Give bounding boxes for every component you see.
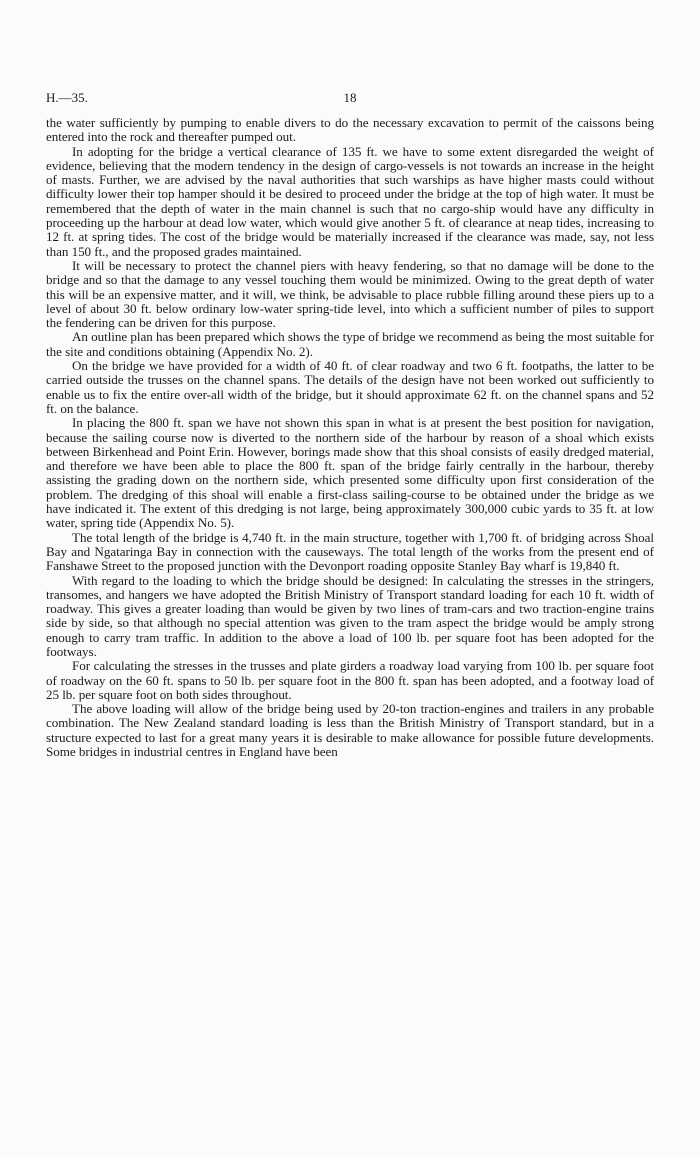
paragraph-traction-engines: The above loading will allow of the bridge being used by 20-ton traction-engines and trailers in any probable combination. The New Zealand standard loading is less than the British Ministry of Transport standard, but in a structure expected to last for a great many years it is desirable to make allowance for possible future developments. Some bridges in industrial centres in England have been [46, 701, 654, 760]
paragraph-total-length: The total length of the bridge is 4,740 ft. in the main structure, together with 1,700 ft. of bridging across Shoal Bay and Ngataringa Bay in connection with the causeways. The total length of the works from the present end of Fanshawe Street to the proposed junction with the Devonport roading opposite Stanley Bay wharf is 19,840 ft. [46, 529, 654, 574]
paragraph-truss-stresses: For calculating the stresses in the trusses and plate girders a roadway load varying from 100 lb. per square foot of roadway on the 60 ft. spans to 50 lb. per square foot in the 800 ft. span has been adopted, and a footway load of 25 lb. per square foot on both sides throughout. [46, 658, 654, 702]
page-number: 18 [343, 90, 357, 105]
document-reference: H.—35. [46, 90, 88, 105]
paragraph-roadway-width: On the bridge we have provided for a width of 40 ft. of clear roadway and two 6 ft. footpaths, the latter to be carried outside the trusses on the channel spans. The details of the design have not been worked out sufficiently to enable us to fix the entire over-all width of the bridge, but it should approximate 62 ft. on the channel spans and 52 ft. on the balance. [46, 358, 654, 416]
paragraph-span-placement: In placing the 800 ft. span we have not shown this span in what is at present the best position for navigation, because the sailing course now is diverted to the northern side of the harbour by reason of a shoal which exists between Birkenhead and Point Erin. However, borings made show that this shoal consists of easily dredged material, and therefore we have been able to place the 800 ft. span of the bridge fairly centrally in the harbour, thereby assisting the grading down on the northern side, which presented some difficulty upon first consideration of the problem. The dredging of this shoal will enable a first-class sailing-course to be obtained under the bridge as we have indicated it. The extent of this dredging is not large, being approximately 300,000 cubic yards to 35 ft. at low water, spring tide (Appendix No. 5). [46, 415, 654, 531]
paragraph-loading: With regard to the loading to which the bridge should be designed: In calculating the stresses in the stringers, transomes, and hangers we have adopted the British Ministry of Transport standard loading for each 10 ft. width of roadway. This gives a greater loading than would be given by two lines of tram-cars and two traction-engine trains side by side, so that although no special attention was given to the tram aspect the bridge would be amply strong enough to carry tram traffic. In addition to the above a load of 100 lb. per square foot has been adopted for the footways. [46, 572, 654, 659]
paragraph-vertical-clearance: In adopting for the bridge a vertical clearance of 135 ft. we have to some extent disregarded the weight of evidence, believing that the modern tendency in the design of cargo-vessels is not towards an increase in the height of masts. Further, we are advised by the naval authorities that such warships as have higher masts could without difficulty lower their top hamper should it be desired to proceed under the bridge at the top of high water. It must be remembered that the depth of water in the main channel is such that no cargo-ship would have any difficulty in proceeding up the harbour at dead low water, which would give another 5 ft. of clearance at neap tides, increasing to 12 ft. at spring tides. The cost of the bridge would be materially increased if the clearance was made, say, not less than 150 ft., and the proposed grades maintained. [46, 143, 654, 259]
paragraph-outline-plan: An outline plan has been prepared which shows the type of bridge we recommend as being the most suitable for the site and conditions obtaining (Appendix No. 2). [46, 329, 654, 359]
body-text [46, 116, 654, 759]
page-header [46, 90, 654, 110]
paragraph-fendering: It will be necessary to protect the channel piers with heavy fendering, so that no damage will be done to the bridge and so that the damage to any vessel touching them would be minimized. Owing to the great depth of water this will be an expensive matter, and it will, we think, be advisable to place rubble filling around these piers up to a level of about 30 ft. below ordinary low-water spring-tide level, into which a sufficient number of piles to support the fendering can be driven for this purpose. [46, 257, 654, 331]
paragraph-continuation: the water sufficiently by pumping to enable divers to do the necessary excavation to permit of the caissons being entered into the rock and thereafter pumped out. [46, 115, 654, 145]
